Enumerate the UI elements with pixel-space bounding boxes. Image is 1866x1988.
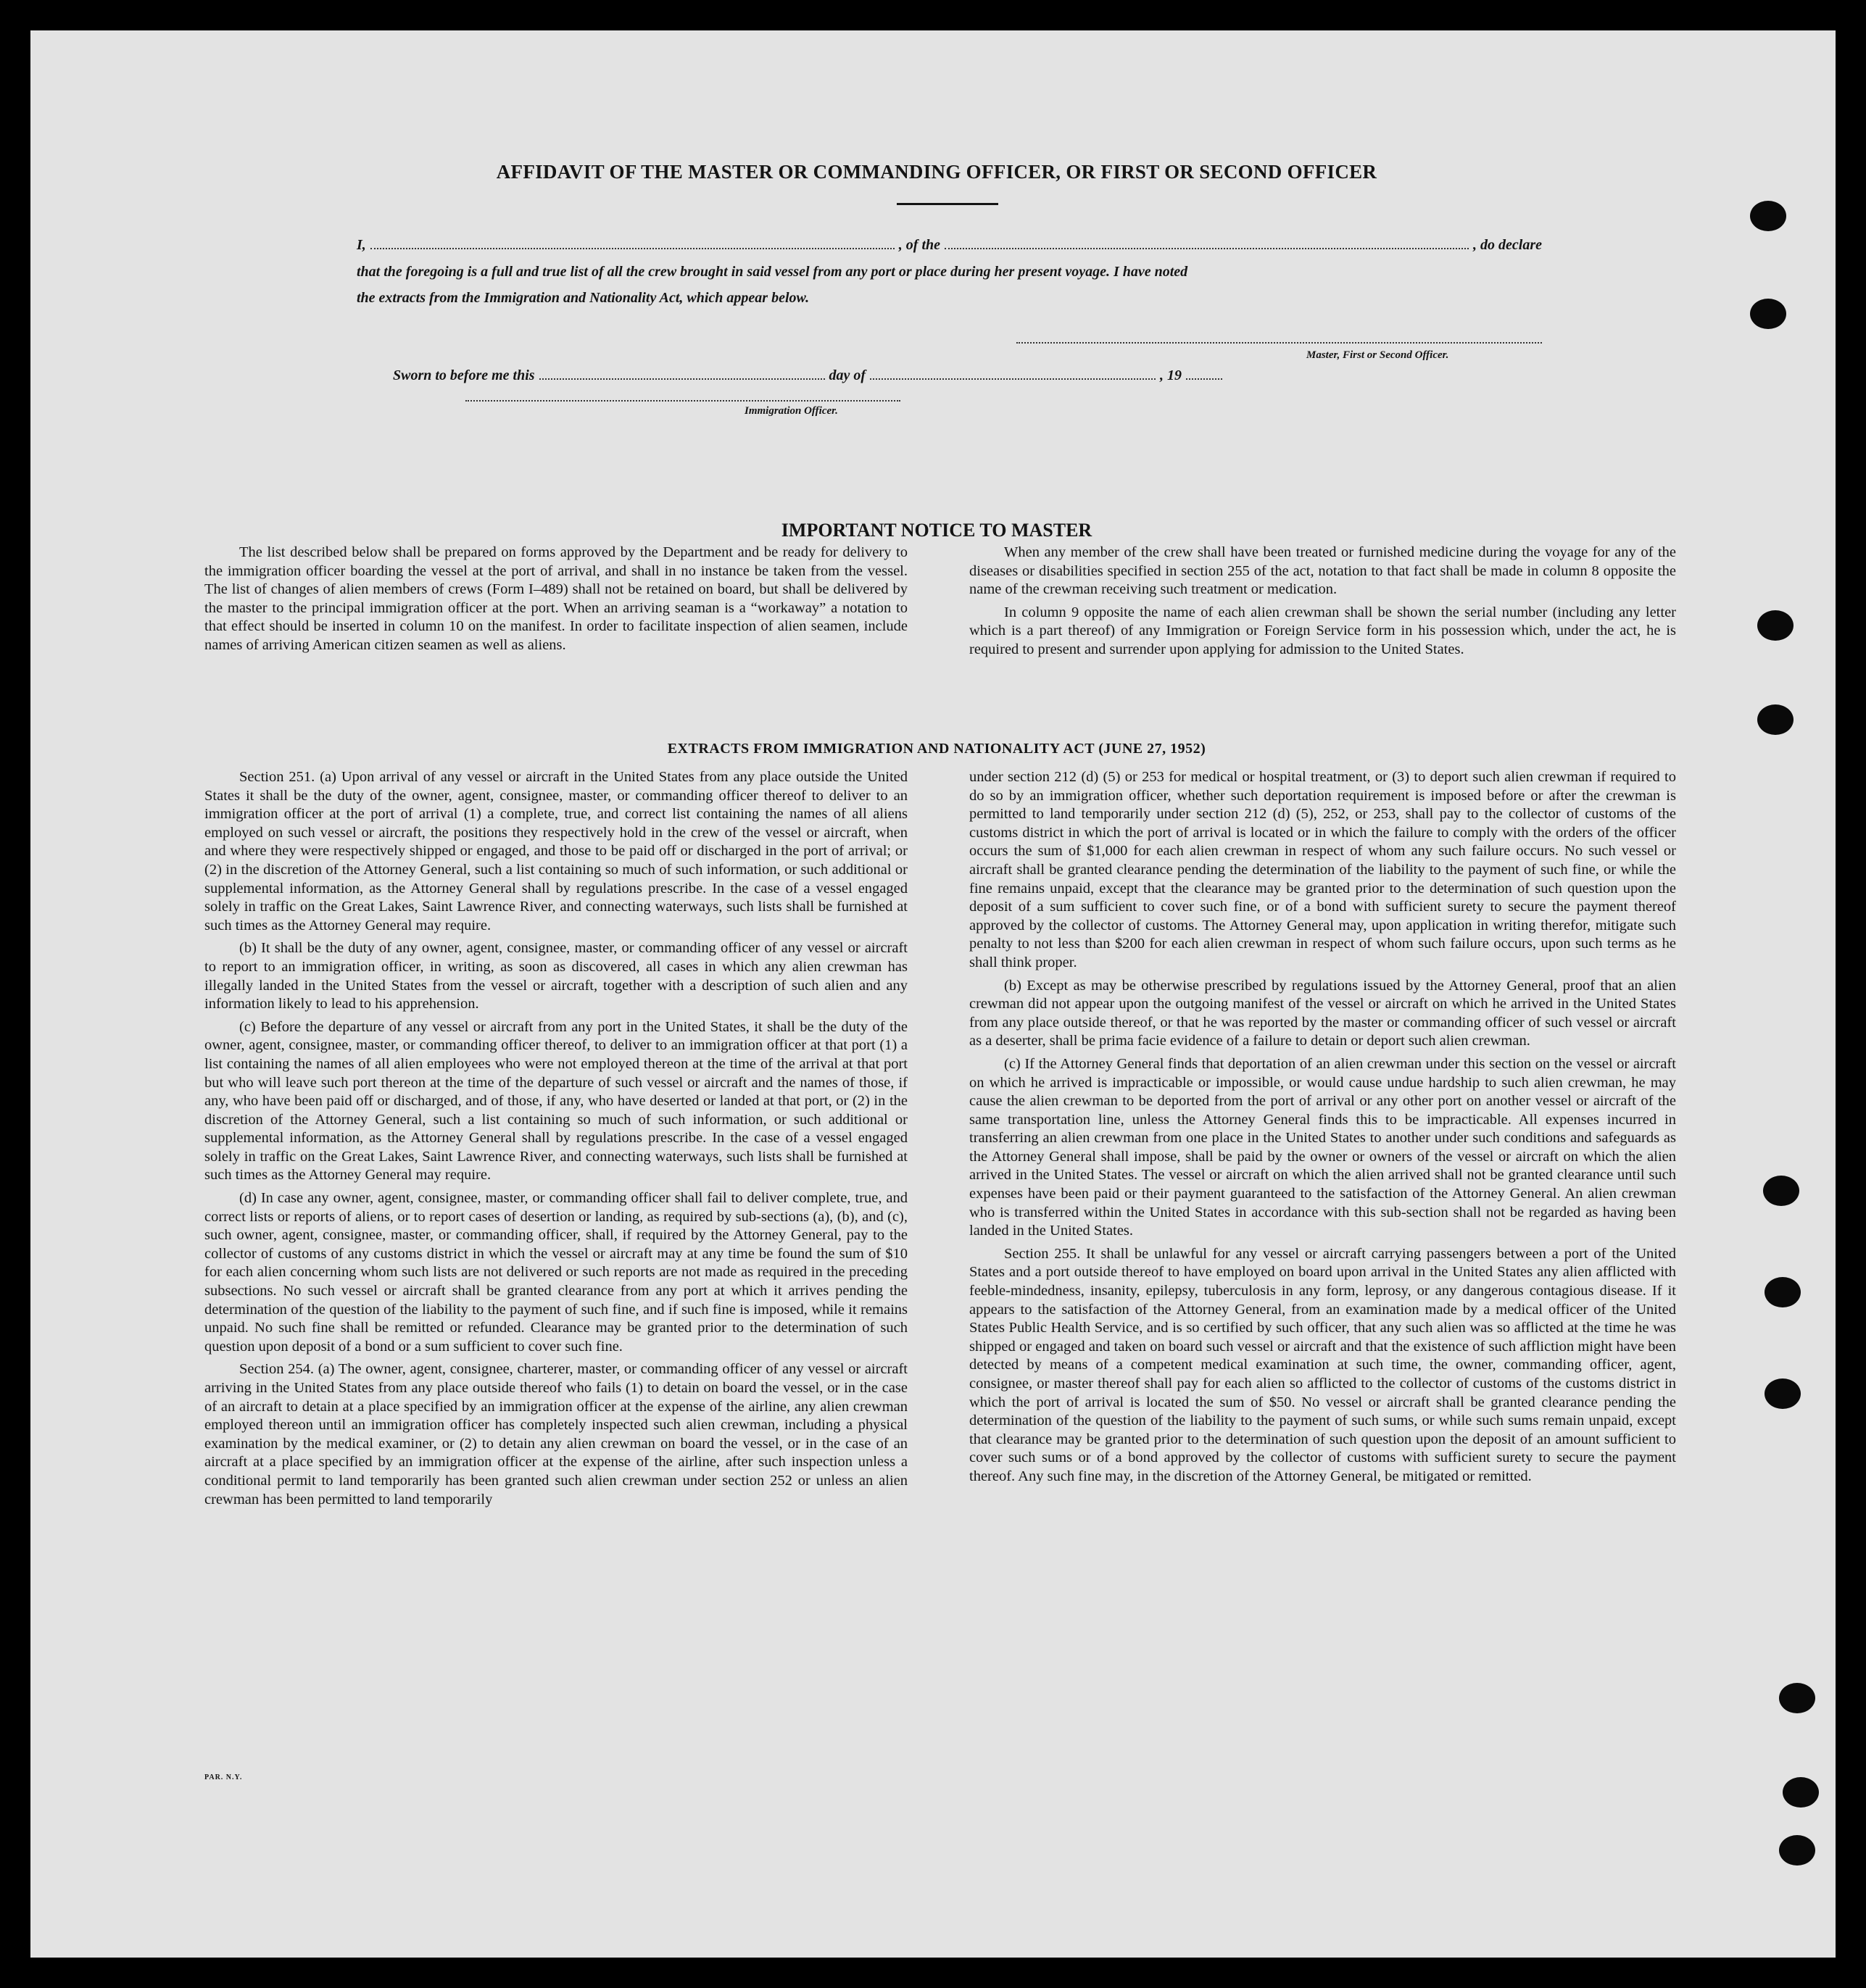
extract-paragraph: (b) It shall be the duty of any owner, agent, consignee, master, or commanding officer of any vessel or aircraft to report to an immigration officer, in writing, as soon as discovered, all cases in which any alien crewman has illegally landed in the United States from the vessel or aircraft, together with a description of such alien and any information likely to lead to his apprehension. (204, 940, 908, 1012)
notice-title: IMPORTANT NOTICE TO MASTER (781, 520, 1092, 541)
master-signature-line[interactable] (1016, 342, 1542, 344)
sworn-year-blank[interactable] (1186, 378, 1222, 380)
binder-hole (1763, 1176, 1799, 1206)
printer-code: PAR. N.Y. (204, 1773, 243, 1781)
extract-paragraph: (c) If the Attorney General finds that deportation of an alien crewman under this section on the vessel or aircraft on which he arrived is impracticable or impossible, or would cause undue hardship to such alien crewman, he may cause the alien crewman to be deported from the port of arrival or any other port on another vessel or aircraft of the same transportation line, unless the Attorney General finds this to be impracticable. All expenses incurred in transferring an alien crewman from one place in the United States to another under such conditions and safeguards as the Attorney General shall impose, shall be paid by the owner or owners of the vessel or aircraft on which the alien arrived in the United States. The vessel or aircraft on which the alien arrived shall not be granted clearance until such expenses have been paid or their payment guaranteed to the satisfaction of the Attorney General. An alien crewman who is transferred within the United States in accordance with this sub-section shall not be regarded as having been landed in the United States. (969, 1055, 1676, 1239)
declaration-line-1 (357, 237, 1542, 254)
extracts-left-column (204, 768, 908, 1513)
extracts-title: EXTRACTS FROM IMMIGRATION AND NATIONALITY ACT (JUNE 27, 1952) (667, 741, 1206, 757)
binder-hole (1757, 610, 1794, 641)
binder-hole (1783, 1777, 1819, 1808)
binder-hole (1757, 704, 1794, 735)
binder-hole (1750, 201, 1786, 231)
officer-signature-line[interactable] (465, 400, 900, 402)
affidavit-title: AFFIDAVIT OF THE MASTER OR COMMANDING OFFICER, OR FIRST OR SECOND OFFICER (496, 161, 1377, 183)
binder-hole (1750, 299, 1786, 329)
extract-paragraph: Section 251. (a) Upon arrival of any vessel or aircraft in the United States from any place outside the United States it shall be the duty of the owner, agent, consignee, master, or commanding officer thereof to deliver to an immigration officer at the port of arrival (1) a complete, true, and correct list containing the names of all aliens employed on such vessel or aircraft, the positions they respectively hold in the crew of the vessel or aircraft, when and where they were respectively shipped or engaged, and those to be paid off or discharged in the port of arrival; or (2) in the discretion of the Attorney General, such a list containing so much of such information, or such additional or supplemental information, as the Attorney General shall by regulations prescribe. In the case of a vessel engaged solely in traffic on the Great Lakes, Saint Lawrence River, and connecting waterways, such lists shall be furnished at such times as the Attorney General may require. (204, 769, 908, 933)
declaration-of-the: , of the (898, 237, 941, 253)
document-page (30, 30, 1836, 1958)
officer-signature-label: Immigration Officer. (745, 405, 838, 417)
declaration-line-3: the extracts from the Immigration and Nationality Act, which appear below. (357, 290, 810, 306)
notice-paragraph: When any member of the crew shall have been treated or furnished medicine during the voyage for any of the diseases or disabilities specified in section 255 of the act, notation to that fact shall be made in column 8 opposite the name of the crewman receiving such treatment or medication. (969, 544, 1676, 598)
sworn-line (393, 367, 1227, 384)
notice-left-column (204, 544, 908, 660)
binder-hole (1779, 1683, 1815, 1713)
extract-paragraph: (d) In case any owner, agent, consignee, master, or commanding officer shall fail to deliver complete, true, and correct lists or reports of aliens, or to report cases of desertion or landing, as required by sub-sections (a), (b), and (c), such owner, agent, consignee, master, or commanding officer, shall, if required by the Attorney General, pay to the collector of customs of any customs district in which the vessel or aircraft may at any time be found the sum of $10 for each alien concerning whom such lists are not delivered or such reports are not made as required in the preceding subsections. No such vessel or aircraft shall be granted clearance from any port at which it arrives pending the determination of the question of the liability to the payment of such fine, and if such fine is imposed, while it remains unpaid. No such fine shall be remitted or refunded. Clearance may be granted prior to the determination of such question upon deposit of a bond or a sum sufficient to cover such fine. (204, 1190, 908, 1355)
extract-paragraph: (b) Except as may be otherwise prescribed by regulations issued by the Attorney General, proof that an alien crewman did not appear upon the outgoing manifest of the vessel or aircraft on which he arrived in the United States from any place outside thereof, or that he was reported by the master or commanding officer of such vessel or aircraft as a deserter, shall be prima facie evidence of a failure to detain or deport such alien crewman. (969, 977, 1676, 1049)
extracts-right-column (969, 768, 1676, 1491)
binder-hole (1779, 1835, 1815, 1866)
vessel-blank[interactable] (945, 247, 1469, 249)
sworn-month-blank[interactable] (870, 378, 1156, 380)
sworn-day-blank[interactable] (539, 378, 825, 380)
extract-paragraph: Section 255. It shall be unlawful for any vessel or aircraft carrying passengers between a port of the United States and a port outside thereof to have employed on board upon arrival in the United States any alien afflicted with feeble-mindedness, insanity, epilepsy, tuberculosis in any form, leprosy, or any dangerous contagious disease. If it appears to the satisfaction of the Attorney General, from an examination made by a medical officer of the United States Public Health Service, and is so certified by such officer, that any such alien was so afflicted at the time he was shipped or engaged and taken on board such vessel or aircraft and that the existence of such affliction might have been detected by means of a competent medical examination at such time, the owner, commanding officer, agent, consignee, or master thereof shall pay for each alien so afflicted to the collector of customs of the customs district in which the port of arrival is located the sum of $50. No vessel or aircraft shall be granted clearance pending the determination of the question of the liability to the payment of such sums, or while such sums remain unpaid, except that clearance may be granted prior to the determination of such question upon the deposit of an amount sufficient to cover such sums or of a bond approved by the collector of customs with sufficient surety to secure the payment thereof. Any such fine may, in the discretion of the Attorney General, be mitigated or remitted. (969, 1245, 1676, 1484)
binder-hole (1765, 1277, 1801, 1307)
extract-paragraph: under section 212 (d) (5) or 253 for medical or hospital treatment, or (3) to deport such alien crewman if required to do so by an immigration officer, whether such deportation requirement is imposed before or after the crewman is permitted to land temporarily under section 212 (d) (5), 252, or 253, shall pay to the collector of customs of the customs district in which the port of arrival is located or in which the failure to comply with the orders of the officer occurs the sum of $1,000 for each alien crewman in respect of whom any such failure occurs. No such vessel or aircraft shall be granted clearance pending the determination of the liability to the payment of such fine, or while the fine remains unpaid, except that the clearance may be granted prior to the determination of such question upon the deposit of a sum sufficient to cover such fine, or of a bond with sufficient surety to secure the payment thereof approved by the collector of customs. The Attorney General may, upon application in writing therefor, mitigate such penalty to not less than $200 for each alien crewman in respect of whom such failure occurs, upon such terms as he shall think proper. (969, 769, 1676, 970)
notice-paragraph: The list described below shall be prepared on forms approved by the Department and be ready for delivery to the immigration officer boarding the vessel at the port of arrival, and shall in no instance be taken from the vessel. The list of changes of alien members of crews (Form I–489) shall not be retained on board, but shall be delivered by the master to the principal immigration officer at the port. When an arriving seaman is a “workaway” a notation to that effect should be inserted in column 10 on the manifest. In order to facilitate inspection of alien seamen, include names of arriving American citizen seamen as well as aliens. (204, 544, 908, 653)
notice-paragraph: In column 9 opposite the name of each alien crewman shall be shown the serial number (including any letter which is a part thereof) of any Immigration or Foreign Service form in his possession which, under the act, he is required to present and surrender upon applying for admission to the United States. (969, 604, 1676, 657)
declaration-i: I, (357, 237, 366, 253)
master-signature-label: Master, First or Second Officer. (1306, 349, 1449, 361)
notice-right-column (969, 544, 1676, 664)
sworn-day-of: day of (829, 367, 866, 383)
declaration-line-2: that the foregoing is a full and true list of all the crew brought in said vessel from any port or place during her present voyage. I have noted (357, 264, 1188, 280)
extract-paragraph: (c) Before the departure of any vessel or aircraft from any port in the United States, it shall be the duty of the owner, agent, consignee, master, or commanding officer thereof, to deliver to an immigration officer at that port (1) a list containing the names of all alien employees who were not employed thereon at the time of the arrival at that port but who will leave such port thereon at the time of the departure of such vessel or aircraft and the names of those, if any, who have been paid off or discharged, and of those, if any, who have deserted or landed at that port, or (2) in the discretion of the Attorney General, such a list containing so much of such information, or such additional or supplemental information, as the Attorney General shall by regulations prescribe. In the case of a vessel engaged solely in traffic on the Great Lakes, Saint Lawrence River, and connecting waterways, such lists shall be furnished at such times as the Attorney General may require. (204, 1018, 908, 1184)
binder-hole (1765, 1378, 1801, 1409)
extract-paragraph: Section 254. (a) The owner, agent, consignee, charterer, master, or commanding officer of any vessel or aircraft arriving in the United States from any place outside thereof who fails (1) to detain on board the vessel, or in the case of an aircraft to detain at a place specified by an immigration officer at the expense of the airline, any alien crewman employed thereon until an immigration officer has completely inspected such alien crewman, including a physical examination by the medical examiner, or (2) to detain any alien crewman on board the vessel, or in the case of an aircraft at a place specified by an immigration officer at the expense of the airline, after such inspection unless a conditional permit to land temporarily has been granted such alien crewman under section 252 or unless an alien crewman has been permitted to land temporarily (204, 1361, 908, 1507)
declaration-do-declare: , do declare (1473, 237, 1542, 253)
sworn-prefix: Sworn to before me this (393, 367, 535, 383)
sworn-year: , 19 (1160, 367, 1182, 383)
name-blank[interactable] (370, 247, 895, 249)
title-underline (897, 203, 998, 205)
